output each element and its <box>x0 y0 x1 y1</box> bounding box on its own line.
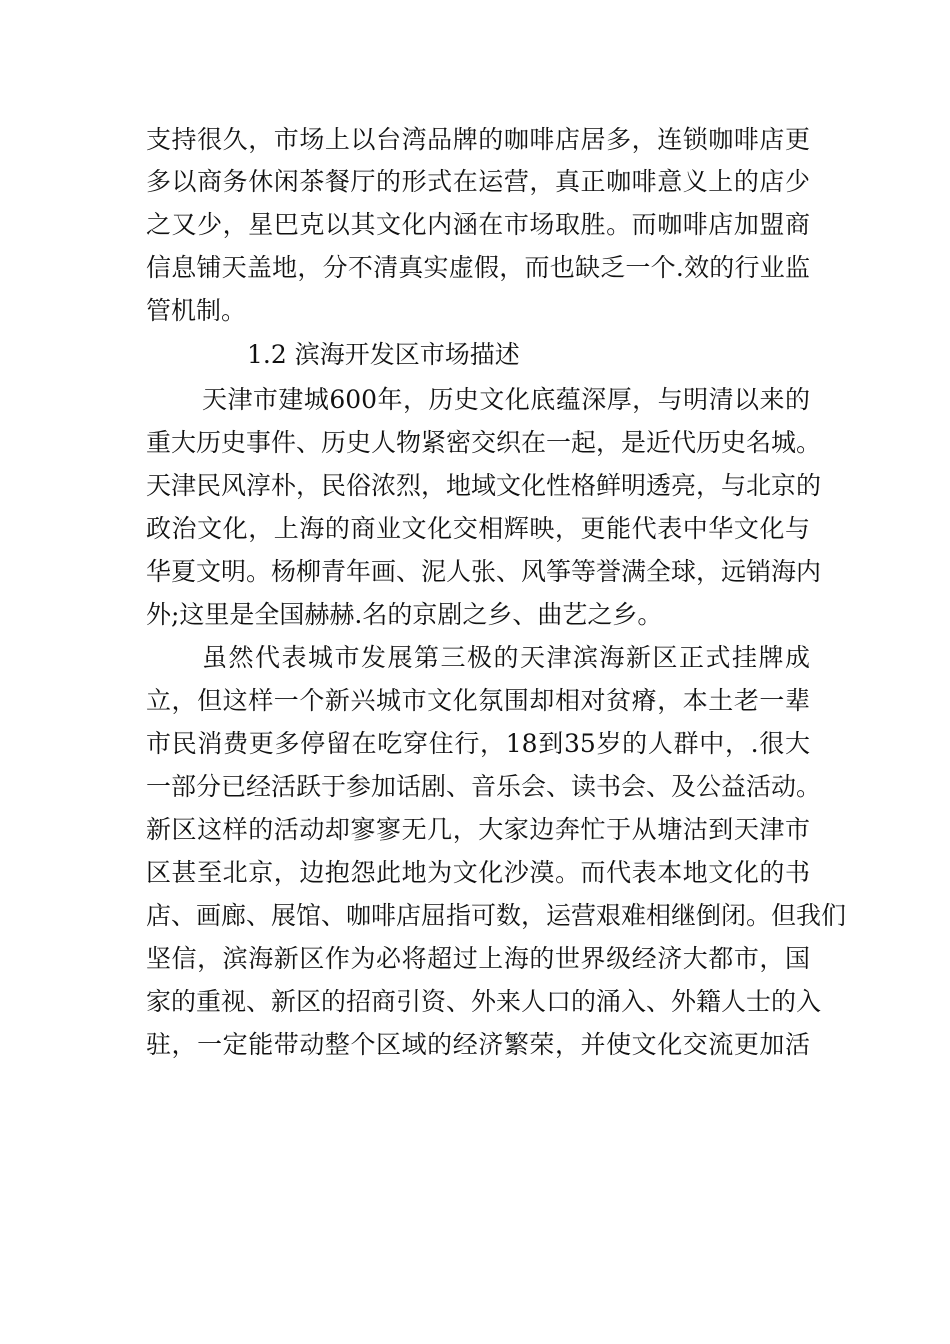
paragraph-3-line-8: 坚信，滨海新区作为必将超过上海的世界级经济大都市，国 <box>146 944 810 973</box>
paragraph-2-line-5: 华夏文明。杨柳青年画、泥人张、风筝等誉满全球，远销海内 <box>146 557 822 586</box>
section-heading: 1.2 滨海开发区市场描述 <box>247 340 520 369</box>
paragraph-3-line-6: 区甚至北京，边抱怨此地为文化沙漠。而代表本地文化的书 <box>146 858 810 887</box>
paragraph-2-line-1: 天津市建城600年，历史文化底蕴深厚，与明清以来的 <box>202 385 810 414</box>
paragraph-1-line-1: 支持很久，市场上以台湾品牌的咖啡店居多，连锁咖啡店更 <box>146 125 810 154</box>
paragraph-3-line-1: 虽然代表城市发展第三极的天津滨海新区正式挂牌成 <box>202 643 810 672</box>
paragraph-2-line-4: 政治文化，上海的商业文化交相辉映，更能代表中华文化与 <box>146 514 810 543</box>
paragraph-1-line-4: 信息铺天盖地，分不清真实虚假，而也缺乏一个.效的行业监 <box>146 253 810 282</box>
paragraph-1-line-2: 多以商务休闲茶餐厅的形式在运营，真正咖啡意义上的店少 <box>146 167 810 196</box>
paragraph-2-line-3: 天津民风淳朴，民俗浓烈，地域文化性格鲜明透亮，与北京的 <box>146 471 822 500</box>
paragraph-3-line-3: 市民消费更多停留在吃穿住行，18到35岁的人群中，.很大 <box>146 729 810 758</box>
paragraph-3-line-9: 家的重视、新区的招商引资、外来人口的涌入、外籍人士的入 <box>146 987 822 1016</box>
paragraph-3-line-10: 驻，一定能带动整个区域的经济繁荣，并使文化交流更加活 <box>146 1030 810 1059</box>
paragraph-1-line-5: 管机制。 <box>146 296 247 325</box>
paragraph-1-line-3: 之又少，星巴克以其文化内涵在市场取胜。而咖啡店加盟商 <box>146 210 810 239</box>
paragraph-3-line-2: 立，但这样一个新兴城市文化氛围却相对贫瘠，本土老一辈 <box>146 686 810 715</box>
paragraph-2-line-2: 重大历史事件、历史人物紧密交织在一起，是近代历史名城。 <box>146 428 822 457</box>
paragraph-3-line-7: 店、画廊、展馆、咖啡店屈指可数，运营艰难相继倒闭。但我们 <box>146 901 847 930</box>
paragraph-2-line-6: 外;这里是全国赫赫.名的京剧之乡、曲艺之乡。 <box>146 600 663 629</box>
paragraph-3-line-5: 新区这样的活动却寥寥无几，大家边奔忙于从塘沽到天津市 <box>146 815 810 844</box>
paragraph-3-line-4: 一部分已经活跃于参加话剧、音乐会、读书会、及公益活动。 <box>146 772 822 801</box>
